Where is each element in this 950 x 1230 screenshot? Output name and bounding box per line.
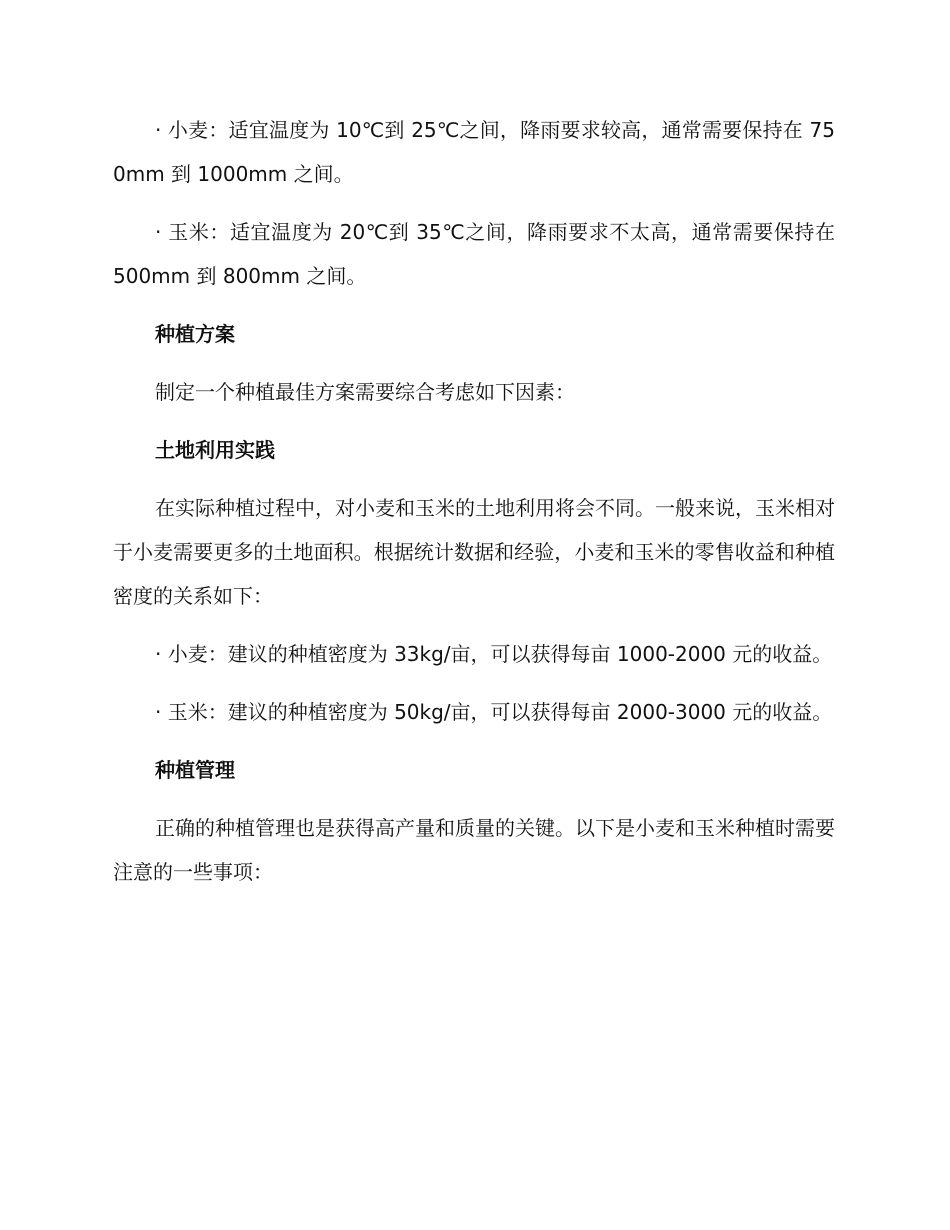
para-management: 正确的种植管理也是获得高产量和质量的关键。以下是小麦和玉米种植时需要注意的一些事项： xyxy=(113,816,835,884)
para-land-use: 在实际种植过程中，对小麦和玉米的土地利用将会不同。一般来说，玉米相对于小麦需要更多的土地面积。根据统计数据和经验，小麦和玉米的零售收益和种植密度的关系如下： xyxy=(113,496,835,608)
bullet-wheat-climate: · 小麦：适宜温度为 10℃到 25℃之间，降雨要求较高，通常需要保持在 750mm 到 1000mm 之间。 xyxy=(113,118,835,186)
bullet-wheat-density: · 小麦：建议的种植密度为 33kg/亩，可以获得每亩 1000-2000 元的收益。 xyxy=(155,642,833,666)
bullet-corn-density: · 玉米：建议的种植密度为 50kg/亩，可以获得每亩 2000-3000 元的收益。 xyxy=(155,700,833,724)
heading-land-use: 土地利用实践 xyxy=(155,438,275,462)
heading-planting-management: 种植管理 xyxy=(155,758,235,782)
document-body xyxy=(113,108,835,908)
bullet-corn-climate: · 玉米：适宜温度为 20℃到 35℃之间，降雨要求不太高，通常需要保持在 500mm 到 800mm 之间。 xyxy=(113,220,835,288)
heading-planting-plan: 种植方案 xyxy=(155,322,235,346)
para-plan-intro: 制定一个种植最佳方案需要综合考虑如下因素： xyxy=(155,380,575,404)
